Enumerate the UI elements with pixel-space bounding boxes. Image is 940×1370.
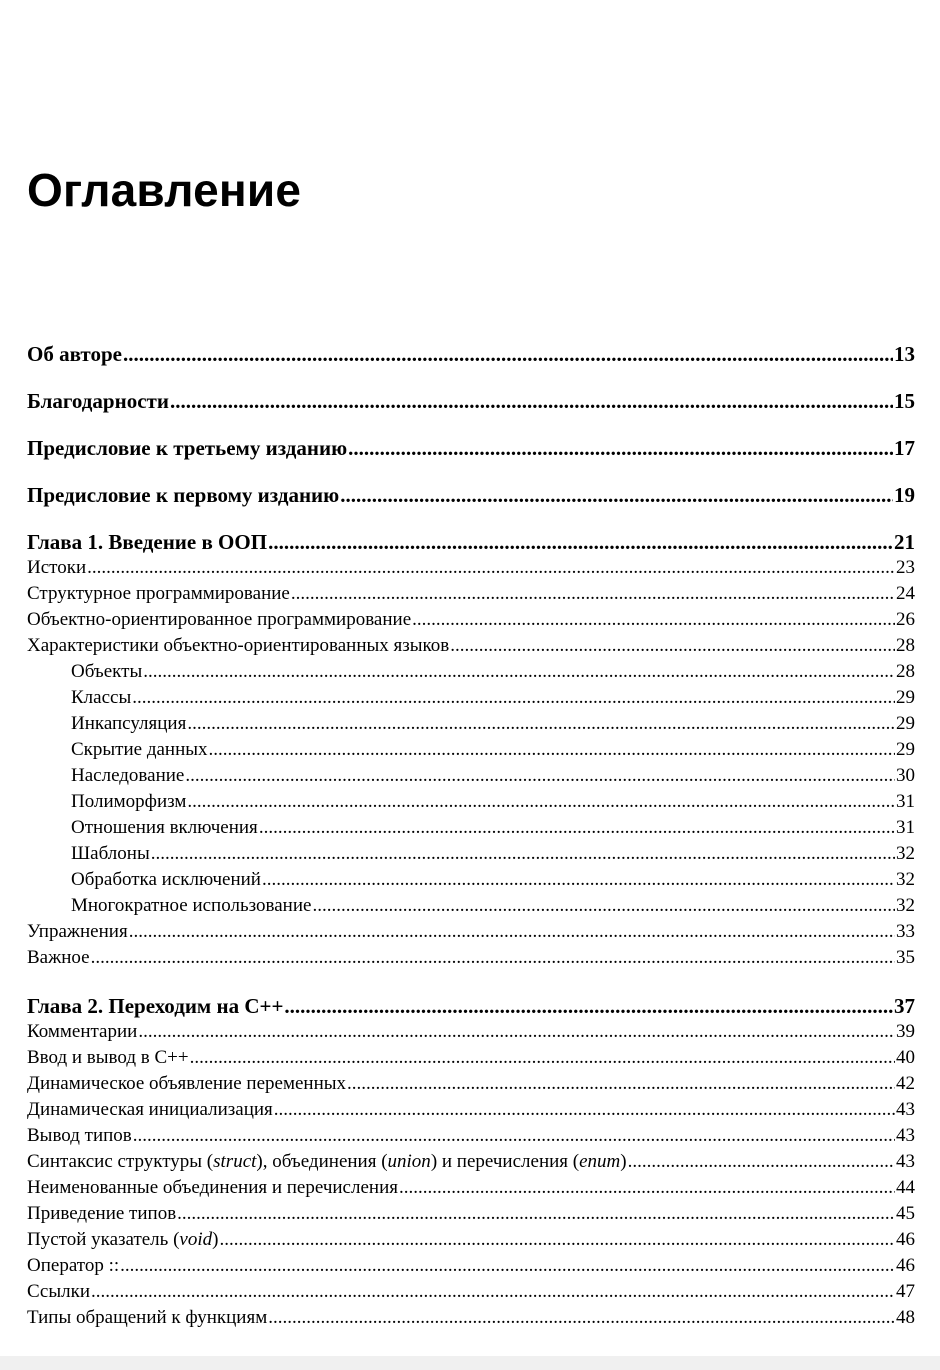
toc-entry-label: Обработка исключений [71, 869, 261, 890]
dot-leader [132, 685, 895, 711]
dot-leader [284, 993, 893, 1019]
toc-entry-label: Важное [27, 947, 90, 968]
toc-entry-page: 45 [896, 1203, 915, 1224]
toc-entry[interactable] [27, 529, 915, 555]
toc-entry-label: Об авторе [27, 342, 122, 366]
dot-leader [170, 388, 893, 414]
toc-entry-page: 29 [896, 739, 915, 760]
toc-entry-page: 30 [896, 765, 915, 786]
toc-entry-label: Пустой указатель (void) [27, 1229, 219, 1250]
toc-entry-label: Предисловие к первому изданию [27, 483, 340, 507]
toc-entry-page: 40 [896, 1047, 915, 1068]
toc-entry-label: Структурное программирование [27, 583, 290, 604]
toc-entry-page: 24 [896, 583, 915, 604]
toc-entry-label: Оператор :: [27, 1255, 120, 1276]
dot-leader [123, 341, 893, 367]
toc-entry-page: 43 [896, 1151, 915, 1172]
toc-entry[interactable] [27, 581, 915, 607]
toc-entry[interactable] [27, 1305, 915, 1331]
toc-entry[interactable] [27, 555, 915, 581]
toc-entry-page: 28 [896, 635, 915, 656]
dot-leader [347, 1071, 895, 1097]
toc-entry-label: Истоки [27, 557, 87, 578]
toc-entry[interactable] [27, 1227, 915, 1253]
toc-entry-label: Ссылки [27, 1281, 90, 1302]
dot-leader [274, 1097, 895, 1123]
toc-entry-page: 19 [894, 483, 915, 507]
toc-entry[interactable] [27, 607, 915, 633]
toc-entry-label: Многократное использование [71, 895, 312, 916]
toc-entry-page: 31 [896, 791, 915, 812]
toc-entry-page: 43 [896, 1099, 915, 1120]
toc-entry[interactable] [27, 893, 915, 919]
dot-leader [348, 435, 893, 461]
dot-leader [259, 815, 895, 841]
toc-entry[interactable] [27, 1149, 915, 1175]
toc-entry[interactable] [27, 763, 915, 789]
dot-leader [312, 893, 895, 919]
toc-entry-page: 35 [896, 947, 915, 968]
toc-entry-label: Ввод и вывод в C++ [27, 1047, 189, 1068]
dot-leader [138, 1019, 895, 1045]
toc-entry-label: Классы [71, 687, 132, 708]
toc-entry-page: 33 [896, 921, 915, 942]
toc-entry-label: Глава 2. Переходим на C++ [27, 994, 284, 1018]
toc-entry[interactable] [27, 435, 915, 461]
toc-entry-page: 44 [896, 1177, 915, 1198]
dot-leader [151, 841, 895, 867]
toc-entry-page: 39 [896, 1021, 915, 1042]
toc-entry-label: Характеристики объектно-ориентированных языков [27, 635, 450, 656]
toc-entry-page: 15 [894, 389, 915, 413]
dot-leader [450, 633, 895, 659]
toc-entry-page: 32 [896, 843, 915, 864]
toc-entry-page: 21 [894, 530, 915, 554]
toc-entry[interactable] [27, 789, 915, 815]
dot-leader [268, 529, 893, 555]
toc-entry-label: Инкапсуляция [71, 713, 187, 734]
toc-entry[interactable] [27, 841, 915, 867]
toc-entry-label: Упражнения [27, 921, 128, 942]
table-of-contents [27, 341, 915, 1331]
dot-leader [91, 945, 895, 971]
dot-leader [209, 737, 895, 763]
toc-entry-label: Скрытие данных [71, 739, 208, 760]
dot-leader [129, 919, 895, 945]
dot-leader [187, 711, 895, 737]
toc-entry[interactable] [27, 685, 915, 711]
toc-entry-page: 47 [896, 1281, 915, 1302]
toc-entry-label: Приведение типов [27, 1203, 177, 1224]
toc-entry-label: Типы обращений к функциям [27, 1307, 268, 1328]
toc-entry-page: 23 [896, 557, 915, 578]
toc-entry-label: Вывод типов [27, 1125, 132, 1146]
toc-entry[interactable] [27, 1201, 915, 1227]
dot-leader [143, 659, 895, 685]
toc-entry[interactable] [27, 659, 915, 685]
toc-list [27, 341, 915, 1331]
toc-entry-label: Наследование [71, 765, 185, 786]
toc-entry-page: 42 [896, 1073, 915, 1094]
toc-entry[interactable] [27, 919, 915, 945]
toc-entry-page: 29 [896, 713, 915, 734]
dot-leader [628, 1149, 895, 1175]
toc-entry-label: Предисловие к третьему изданию [27, 436, 348, 460]
toc-entry[interactable] [27, 737, 915, 763]
page-title: Оглавление [27, 164, 302, 216]
dot-leader [177, 1201, 895, 1227]
toc-entry-page: 17 [894, 436, 915, 460]
toc-entry-page: 29 [896, 687, 915, 708]
toc-entry[interactable] [27, 482, 915, 508]
toc-entry[interactable] [27, 1253, 915, 1279]
dot-leader [340, 482, 893, 508]
toc-entry-page: 37 [894, 994, 915, 1018]
toc-entry-page: 31 [896, 817, 915, 838]
toc-entry-page: 28 [896, 661, 915, 682]
toc-entry-page: 46 [896, 1229, 915, 1250]
toc-entry-page: 13 [894, 342, 915, 366]
toc-entry-page: 43 [896, 1125, 915, 1146]
toc-entry-page: 26 [896, 609, 915, 630]
toc-entry[interactable] [27, 993, 915, 1019]
toc-entry-label: Полиморфизм [71, 791, 187, 812]
dot-leader [291, 581, 895, 607]
toc-entry[interactable] [27, 1175, 915, 1201]
dot-leader [120, 1253, 895, 1279]
toc-entry[interactable] [27, 815, 915, 841]
toc-entry-page: 48 [896, 1307, 915, 1328]
toc-entry[interactable] [27, 1097, 915, 1123]
toc-entry[interactable] [27, 945, 915, 971]
dot-leader [219, 1227, 895, 1253]
page-bottom-edge [0, 1356, 940, 1370]
dot-leader [412, 607, 895, 633]
toc-entry[interactable] [27, 1279, 915, 1305]
toc-entry-label: Глава 1. Введение в ООП [27, 530, 268, 554]
dot-leader [133, 1123, 895, 1149]
dot-leader [187, 789, 895, 815]
toc-entry[interactable] [27, 633, 915, 659]
toc-entry-label: Отношения включения [71, 817, 258, 838]
dot-leader [268, 1305, 895, 1331]
toc-entry-label: Неименованные объединения и перечисления [27, 1177, 398, 1198]
toc-entry-page: 46 [896, 1255, 915, 1276]
toc-entry[interactable] [27, 1071, 915, 1097]
dot-leader [262, 867, 895, 893]
toc-entry-label: Динамическое объявление переменных [27, 1073, 347, 1094]
dot-leader [190, 1045, 895, 1071]
dot-leader [399, 1175, 895, 1201]
toc-entry-page: 32 [896, 869, 915, 890]
toc-entry[interactable] [27, 1123, 915, 1149]
toc-entry-label: Объекты [71, 661, 143, 682]
dot-leader [87, 555, 895, 581]
toc-entry[interactable] [27, 867, 915, 893]
toc-entry-label: Объектно-ориентированное программирование [27, 609, 412, 630]
toc-entry-label: Динамическая инициализация [27, 1099, 273, 1120]
toc-entry-page: 32 [896, 895, 915, 916]
dot-leader [91, 1279, 895, 1305]
toc-entry[interactable] [27, 1019, 915, 1045]
toc-entry-label: Комментарии [27, 1021, 138, 1042]
toc-entry[interactable] [27, 341, 915, 367]
toc-entry-label: Шаблоны [71, 843, 150, 864]
toc-entry-label: Синтаксис структуры (struct), объединения (union) и перечисления (enum) [27, 1151, 627, 1172]
dot-leader [185, 763, 895, 789]
toc-entry[interactable] [27, 1045, 915, 1071]
toc-entry[interactable] [27, 388, 915, 414]
toc-entry[interactable] [27, 711, 915, 737]
toc-entry-label: Благодарности [27, 389, 169, 413]
